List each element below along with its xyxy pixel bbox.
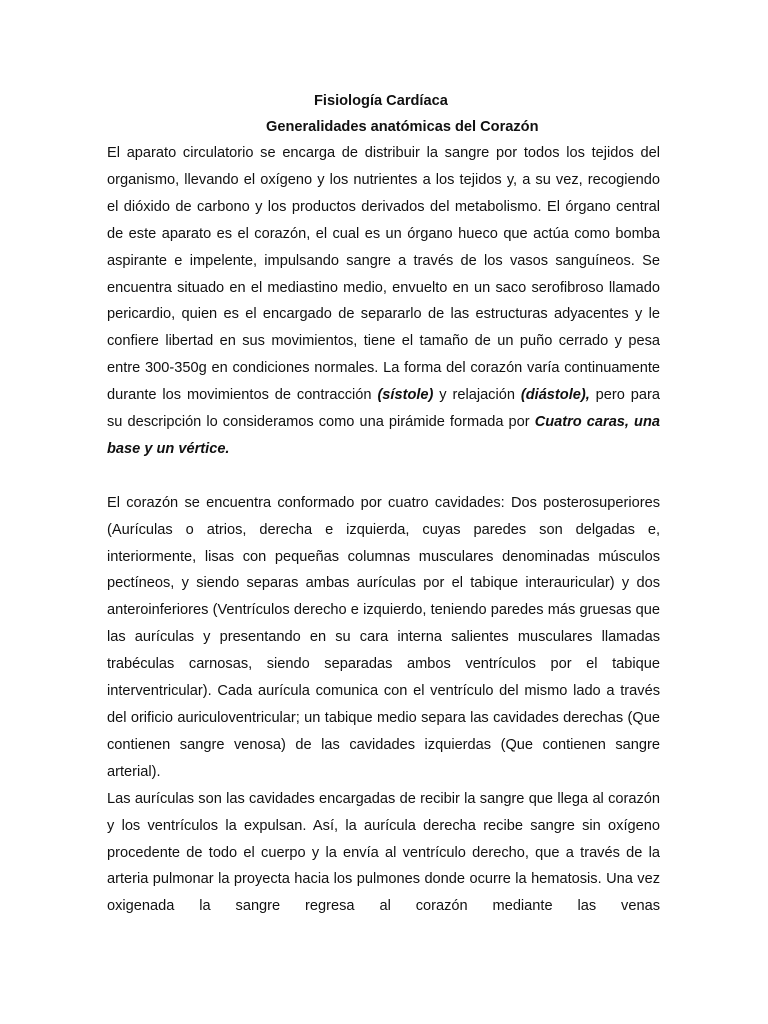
paragraph-intro-text-b: y relajación	[433, 387, 521, 404]
paragraph-intro-text-a: El aparato circulatorio se encarga de distribuir la sangre por todos los tejidos del organismo, llevando el oxígeno y los nutrientes a los tejidos y, a su vez, recogiendo el dióxido de carbono y los productos derivados del metabolismo. El órgano central de este aparato es el corazón, el cual es un órgano hueco que actúa como bomba aspirante e impelente, impulsando sangre a través de los vasos sanguíneos. Se encuentra situado en el mediastino medio, envuelto en un saco serofibroso llamado pericardio, quien es el encargado de separarlo de las estructuras adyacentes y le confiere libertad en sus movimientos, tiene el tamaño de un puño cerrado y pesa entre 300-350g en condiciones normales. La forma del corazón varía continuamente durante los movimientos de contracción	[107, 145, 660, 404]
paragraph-circulation: Las aurículas son las cavidades encargadas de recibir la sangre que llega al corazón y los ventrículos la expulsan. Así, la aurícula derecha recibe sangre sin oxígeno procedente de todo el cuerpo y la envía al ventrículo derecho, que a través de la arteria pulmonar la proyecta hacia los pulmones donde ocurre la hematosis. Una vez oxigenada la sangre regresa al corazón mediante las venas	[107, 790, 660, 915]
paragraph-intro-text-c: pero para su descripción lo consideramos como una pirámide formada por	[107, 387, 660, 431]
document-page	[107, 88, 660, 920]
emphasis-diastole: (diástole),	[520, 387, 590, 404]
paragraph-cavities: El corazón se encuentra conformado por cuatro cavidades: Dos posterosuperiores (Aurículas o atrios, derecha e izquierda, cuyas paredes son delgadas e, interiormente, lisas con pequeñas columnas musculares denominadas músculos pectíneos, y siendo separas ambas aurículas por el tabique interauricular) y dos anteroinferiores (Ventrículos derecho e izquierdo, teniendo paredes más gruesas que las aurículas y presentando en su cara interna salientes musculares llamadas trabéculas carnosas, siendo separadas ambos ventrículos por el tabique interventricular). Cada aurícula comunica con el ventrículo del mismo lado a través del orificio auriculoventricular; un tabique medio separa las cavidades derechas (Que contienen sangre venosa) de las cavidades izquierdas (Que contienen sangre arterial).	[107, 494, 660, 780]
document-subtitle: Generalidades anatómicas del Corazón	[266, 119, 539, 135]
emphasis-shape: Cuatro caras, una base y un vértice.	[107, 414, 660, 457]
paragraph-spacer	[107, 463, 660, 490]
document-title: Fisiología Cardíaca	[314, 93, 448, 109]
paragraph-intro	[107, 140, 660, 463]
emphasis-systole: (sístole)	[377, 387, 434, 404]
